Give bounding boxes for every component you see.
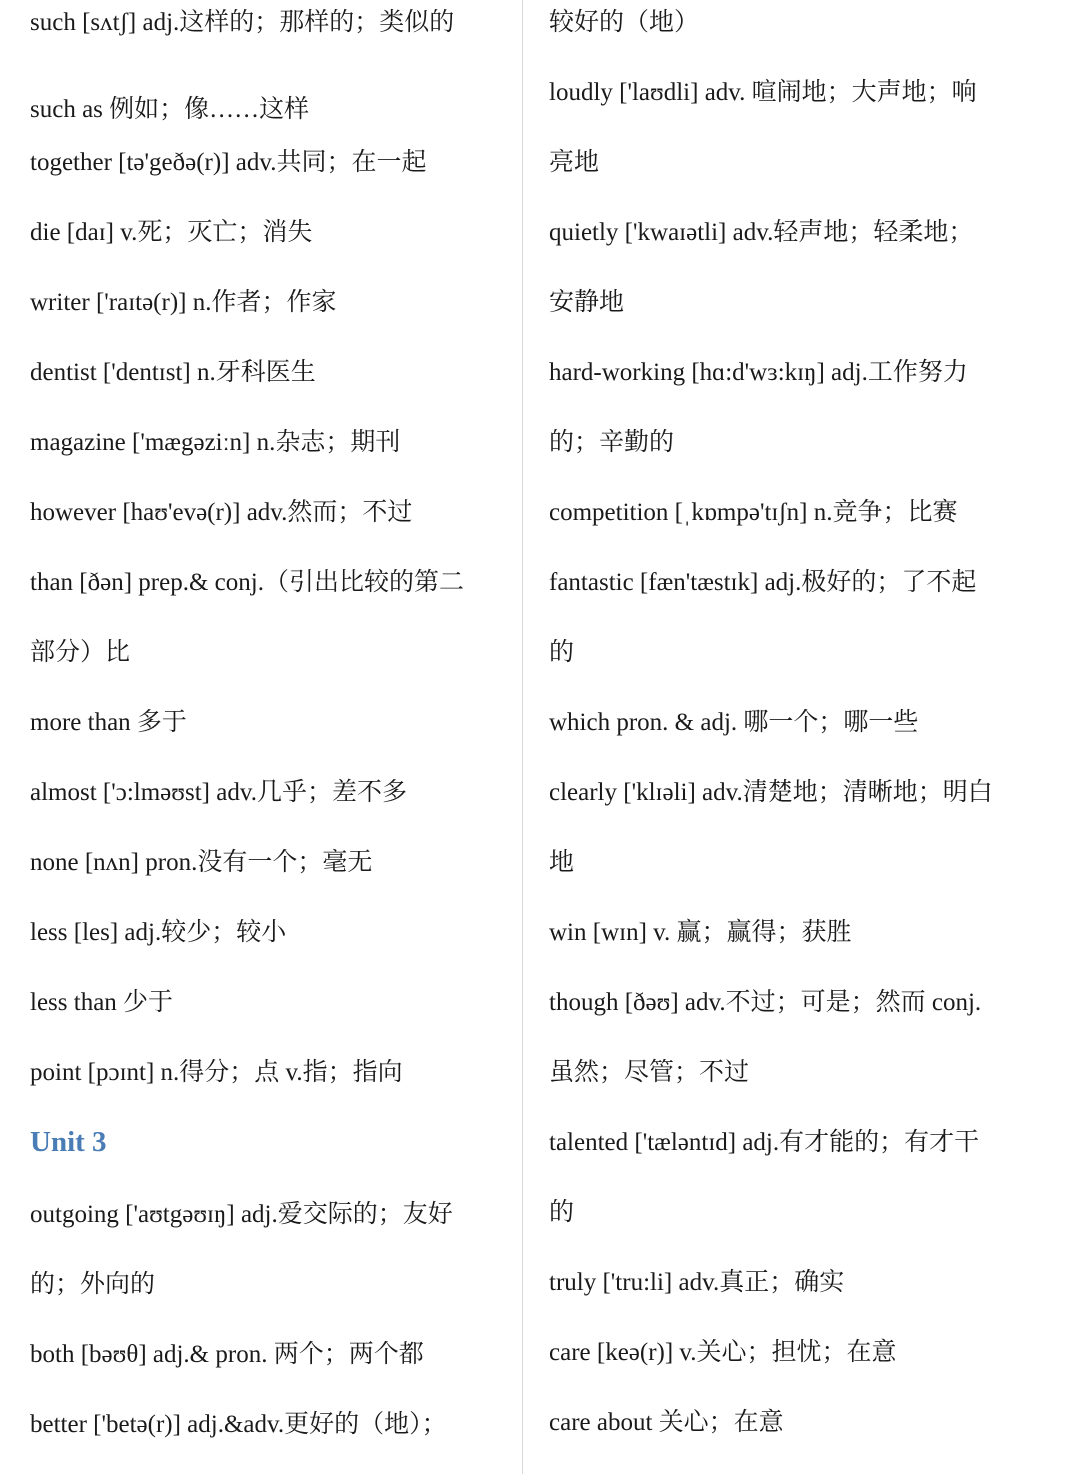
vocab-line: clearly ['klɪəli] adv.清楚地；清晰地；明白 xyxy=(549,779,993,806)
vocab-line: die [daɪ] v.死；灭亡；消失 xyxy=(30,219,313,246)
vocab-line: care about 关心；在意 xyxy=(549,1409,784,1436)
vocab-line: 地 xyxy=(549,849,575,876)
vocab-line: point [pɔɪnt] n.得分；点 v.指；指向 xyxy=(30,1059,403,1086)
vocab-line: outgoing ['aʊtgəʊɪŋ] adj.爱交际的；友好 xyxy=(30,1201,453,1228)
vocab-line: though [ðəʊ] adv.不过；可是；然而 conj. xyxy=(549,989,982,1016)
vocab-line: such as 例如；像……这样 xyxy=(30,96,310,123)
vocab-line: almost ['ɔ:lməʊst] adv.几乎；差不多 xyxy=(30,779,407,806)
vocab-line: together [tə'geðə(r)] adv.共同；在一起 xyxy=(30,149,427,176)
vocab-line: less [les] adj.较少；较小 xyxy=(30,919,287,946)
vocab-line: fantastic [fæn'tæstɪk] adj.极好的；了不起 xyxy=(549,569,977,596)
vocab-line: better ['betə(r)] adj.&adv.更好的（地）； xyxy=(30,1411,447,1438)
vocab-line: care [keə(r)] v.关心；担忧；在意 xyxy=(549,1339,897,1366)
vocab-line: 的 xyxy=(549,639,575,666)
vocab-line: less than 少于 xyxy=(30,989,174,1016)
vocab-line: hard-working [hɑ:d'wɜ:kɪŋ] adj.工作努力 xyxy=(549,359,968,386)
column-divider xyxy=(522,0,523,1474)
unit-heading: Unit 3 xyxy=(30,1126,107,1158)
vocab-line: 的；辛勤的 xyxy=(549,429,675,456)
vocab-line: both [bəʊθ] adj.& pron. 两个；两个都 xyxy=(30,1341,424,1368)
vocab-line: such [sʌtʃ] adj.这样的；那样的；类似的 xyxy=(30,9,455,36)
vocab-line: 安静地 xyxy=(549,289,625,316)
vocab-line: however [haʊ'evə(r)] adv.然而；不过 xyxy=(30,499,413,526)
vocab-line: none [nʌn] pron.没有一个；毫无 xyxy=(30,849,373,876)
vocab-line: writer ['raɪtə(r)] n.作者；作家 xyxy=(30,289,337,316)
vocab-line: 亮地 xyxy=(549,149,600,176)
vocab-line: more than 多于 xyxy=(30,709,187,736)
vocab-line: dentist ['dentɪst] n.牙科医生 xyxy=(30,359,316,386)
vocab-line: than [ðən] prep.& conj.（引出比较的第二 xyxy=(30,569,464,596)
vocab-line: 部分）比 xyxy=(30,639,131,666)
vocab-line: 的 xyxy=(549,1199,575,1226)
vocab-line: competition [ˌkɒmpə'tɪʃn] n.竞争；比赛 xyxy=(549,499,958,526)
vocab-line: 较好的（地） xyxy=(549,9,700,36)
vocab-line: 虽然；尽管；不过 xyxy=(549,1059,750,1086)
vocab-line: magazine ['mægəziːn] n.杂志；期刊 xyxy=(30,429,401,456)
vocab-line: 的；外向的 xyxy=(30,1271,156,1298)
vocab-line: loudly ['laʊdli] adv. 喧闹地；大声地；响 xyxy=(549,79,977,106)
vocab-line: quietly ['kwaɪətli] adv.轻声地；轻柔地； xyxy=(549,219,974,246)
vocab-line: talented ['tæləntɪd] adj.有才能的；有才干 xyxy=(549,1129,980,1156)
vocab-line: win [wɪn] v. 赢；赢得；获胜 xyxy=(549,919,852,946)
vocab-line: truly ['tru:li] adv.真正；确实 xyxy=(549,1269,845,1296)
vocab-line: which pron. & adj. 哪一个；哪一些 xyxy=(549,709,919,736)
